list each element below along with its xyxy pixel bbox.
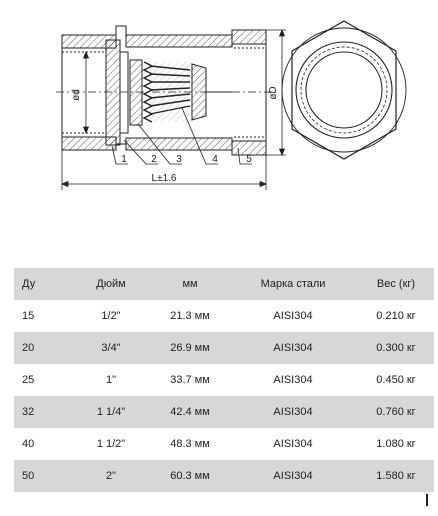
cell-inch: 1/2"	[70, 300, 152, 332]
cell-du: 25	[14, 364, 70, 396]
dimension-D-label: øD	[268, 86, 279, 100]
cell-weight: 0.760 кг	[358, 396, 434, 428]
column-header-inch: Дюйм	[70, 268, 152, 300]
cell-du: 50	[14, 460, 70, 492]
callout-2: 2	[151, 154, 157, 165]
cell-weight: 0.300 кг	[358, 332, 434, 364]
valve-technical-drawing	[0, 0, 438, 210]
callout-3: 3	[176, 154, 182, 165]
column-header-du: Ду	[14, 268, 70, 300]
valve-end-view	[282, 21, 406, 159]
cell-mm: 60.3 мм	[152, 460, 228, 492]
cell-steel-grade: AISI304	[228, 332, 358, 364]
table-row	[14, 300, 434, 332]
callout-1: 1	[121, 154, 127, 165]
callout-numbers	[121, 154, 252, 165]
cell-du: 32	[14, 396, 70, 428]
cell-mm: 21.3 мм	[152, 300, 228, 332]
table-row	[14, 364, 434, 396]
callout-4: 4	[212, 154, 218, 165]
cell-du: 40	[14, 428, 70, 460]
cell-mm: 42.4 мм	[152, 396, 228, 428]
cell-inch: 1"	[70, 364, 152, 396]
table-row	[14, 428, 434, 460]
cell-steel-grade: AISI304	[228, 460, 358, 492]
cell-mm: 48.3 мм	[152, 428, 228, 460]
column-header-weight: Вес (кг)	[358, 268, 434, 300]
table-header-row	[14, 268, 434, 300]
valve-section-view	[56, 26, 272, 155]
cell-inch: 1 1/4"	[70, 396, 152, 428]
cell-mm: 26.9 мм	[152, 332, 228, 364]
table-row	[14, 460, 434, 492]
cell-inch: 1 1/2"	[70, 428, 152, 460]
cell-du: 15	[14, 300, 70, 332]
cell-weight: 1.580 кг	[358, 460, 434, 492]
dimension-d-label: ød	[71, 89, 82, 101]
column-header-steel-grade: Марка стали	[228, 268, 358, 300]
cell-steel-grade: AISI304	[228, 300, 358, 332]
dimension-d	[84, 52, 89, 133]
corner-mark	[426, 494, 428, 506]
cell-mm: 33.7 мм	[152, 364, 228, 396]
table-row	[14, 332, 434, 364]
specifications-table	[14, 268, 434, 492]
dimension-length-label: L±1.6	[151, 173, 177, 184]
cell-weight: 0.210 кг	[358, 300, 434, 332]
cell-steel-grade: AISI304	[228, 364, 358, 396]
callout-5: 5	[246, 154, 252, 165]
table-row	[14, 396, 434, 428]
cell-steel-grade: AISI304	[228, 428, 358, 460]
cell-steel-grade: AISI304	[228, 396, 358, 428]
cell-du: 20	[14, 332, 70, 364]
cell-inch: 2"	[70, 460, 152, 492]
cell-weight: 0.450 кг	[358, 364, 434, 396]
cell-inch: 3/4"	[70, 332, 152, 364]
cell-weight: 1.080 кг	[358, 428, 434, 460]
column-header-mm: мм	[152, 268, 228, 300]
